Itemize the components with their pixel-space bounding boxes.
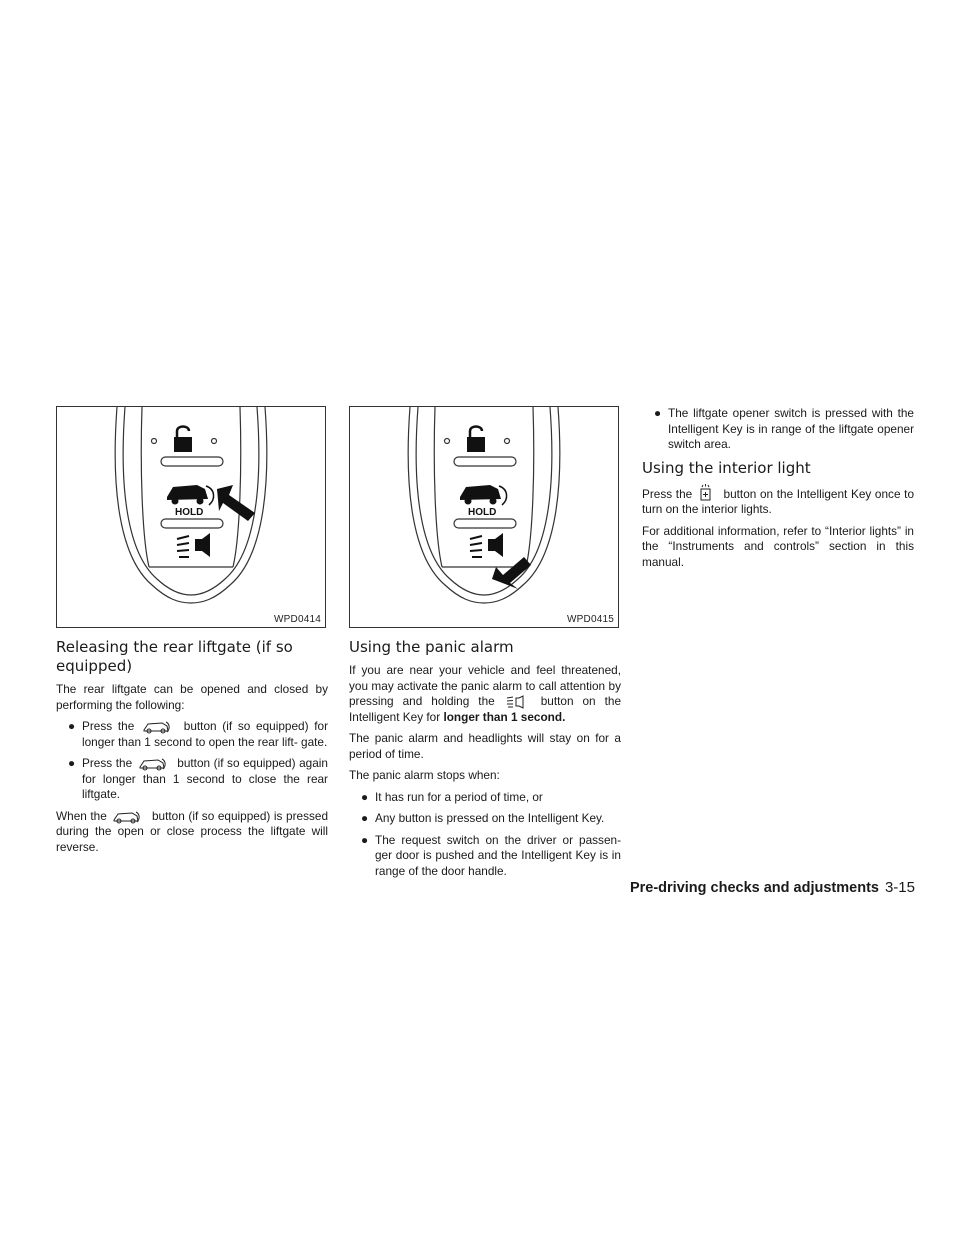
section-heading: Releasing the rear liftgate (if so equipped) — [56, 638, 293, 675]
section-liftgate — [56, 406, 328, 861]
list-item: ● Any button is pressed on the Intelligent Key. — [361, 811, 605, 825]
footer-section-title: Pre-driving checks and adjustments — [629, 880, 879, 896]
bullet-list — [642, 406, 914, 453]
bullet-dot: ● — [68, 719, 76, 733]
bullet-list — [56, 719, 328, 803]
list-item: ● The liftgate opener switch is pressed with the Intelligent Key is in range of the liftgate opener switch area. — [654, 406, 914, 451]
list-item: ● Press the button (if so equipped) for longer than 1 second to open the rear lift- gate. — [68, 719, 329, 749]
page-footer — [625, 879, 915, 896]
section-panic-alarm — [349, 406, 621, 885]
paragraph: If you are near your vehicle and feel threatened, you may activate the panic alarm to call attention by pressing and holding the button on the Intelligent Key for longer than 1 second. — [349, 663, 622, 724]
key-fob-illustration — [350, 407, 618, 627]
panic-icon — [177, 533, 210, 557]
figure-label: WPD0415 — [567, 614, 614, 625]
bullet-dot: ● — [361, 811, 369, 825]
panic-icon — [506, 695, 526, 709]
paragraph: Press the button on the Intelligent Key once to turn on the interior lights. — [642, 484, 914, 518]
liftgate-icon — [112, 810, 142, 824]
list-item: ● The request switch on the driver or passen- ger door is pushed and the Intelligent Key is in range of the door handle. — [361, 832, 621, 878]
list-item: ● Press the button (if so equipped) again for longer than 1 second to close the rear liftgate. — [68, 756, 328, 801]
paragraph: The panic alarm and headlights will stay on for a period of time. — [349, 731, 621, 761]
section-heading: Using the panic alarm — [349, 638, 514, 656]
page-number: 3-15 — [884, 879, 915, 896]
paragraph: When the button (if so equipped) is pressed during the open or close process the liftgate will reverse. — [56, 808, 328, 854]
figure-label: WPD0414 — [274, 614, 321, 625]
panic-icon — [470, 533, 503, 557]
liftgate-icon — [142, 720, 172, 734]
paragraph: For additional information, refer to “Interior lights” in the “Instruments and controls” section in this manual. — [642, 523, 914, 569]
bullet-dot: ● — [654, 406, 662, 420]
pointer-arrow-icon — [217, 485, 255, 521]
paragraph: The rear liftgate can be opened and closed by performing the following: — [56, 682, 328, 712]
liftgate-icon — [167, 485, 214, 505]
bullet-dot: ● — [68, 756, 76, 770]
list-item: ● It has run for a period of time, or — [361, 789, 543, 804]
paragraph: The panic alarm stops when: — [349, 768, 500, 782]
figure-key-fob-liftgate — [56, 406, 326, 628]
pointer-arrow-icon — [492, 557, 531, 589]
hold-label: HOLD — [175, 507, 204, 518]
unlock-icon — [174, 427, 192, 453]
section-heading: Using the interior light — [642, 458, 811, 477]
interior-light-icon — [698, 484, 714, 502]
section-interior-light — [642, 406, 914, 576]
hold-label: HOLD — [468, 507, 497, 518]
bullet-dot: ● — [361, 789, 369, 804]
bullet-list — [349, 790, 621, 880]
key-fob-illustration — [57, 407, 325, 627]
liftgate-icon — [138, 757, 168, 771]
liftgate-icon — [460, 485, 507, 505]
figure-key-fob-panic — [349, 406, 619, 628]
unlock-icon — [467, 427, 485, 453]
bullet-dot: ● — [361, 832, 369, 847]
